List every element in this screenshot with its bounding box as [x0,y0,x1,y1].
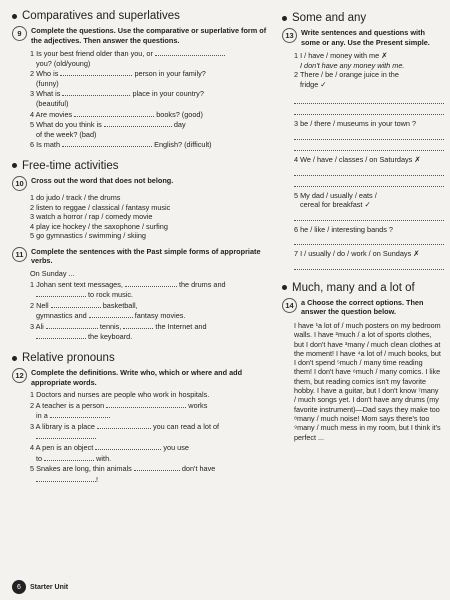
exercise-instruction: a Choose the correct options. Then answer the question below. [301,297,424,317]
section-free-time [12,160,274,172]
exercise-number: 11 [12,247,27,262]
exercise-9 [12,26,274,45]
bullet-icon [12,163,17,168]
right-column [282,0,444,442]
section-relative-pronouns [12,352,274,364]
answer-line[interactable] [294,176,444,187]
list-item: the keyboard. [36,331,274,342]
exercise-10-items [12,193,274,241]
list-item: 3 be / there / museums in your town ? [294,119,417,129]
bullet-icon [12,356,17,361]
list-item: 5 My dad / usually / eats / [294,190,377,200]
section-title: Relative pronouns [22,352,115,365]
list-item: 1 Doctors and nurses are people who work in hospitals. [30,390,210,400]
exercise-10 [12,176,274,191]
list-item: in a [36,410,274,421]
list-item: 3 watch a horror / rap / comedy movie [30,212,153,222]
list-item: fridge ✓ [300,79,327,89]
example-answer: I don't have any money with me. [300,60,405,70]
section-comparatives [12,10,274,22]
list-item: On Sunday ... [30,268,75,278]
exercise-12 [12,368,274,387]
exercise-12-items [12,390,274,484]
list-item: gymnastics and fantasy movies. [36,311,186,321]
list-item: 2 Nell basketball, [30,300,138,310]
answer-blank[interactable] [62,139,152,147]
section-some-any [282,12,444,24]
exercise-instruction: Write sentences and questions with some or any. Use the Present simple. [301,28,430,47]
list-item: 4 We / have / classes / on Saturdays ✗ [294,154,421,164]
list-item: 6 he / like / interesting bands ? [294,224,393,234]
list-item: of the week? (bad) [36,129,97,139]
question-mark-icon: ? [388,224,393,234]
section-title: Comparatives and superlatives [22,10,180,22]
list-item: 2 A teacher is a person works [30,400,208,410]
cross-mark-icon: ✗ [413,249,420,259]
list-item: 1 do judo / track / the drums [30,192,121,202]
list-item: 2 There / be / orange juice in the [294,70,399,80]
answer-blank[interactable] [46,321,98,329]
answer-line[interactable] [294,210,444,221]
answer-line[interactable] [294,104,444,115]
answer-blank[interactable] [89,310,133,318]
exercise-number: 10 [12,176,27,191]
list-item: to with. [36,453,112,463]
cross-mark-icon: ✗ [414,154,421,164]
list-item: to rock music. [36,289,274,300]
answer-blank[interactable] [155,48,225,56]
answer-blank[interactable] [97,421,151,429]
answer-blank[interactable] [74,109,154,117]
list-item: 5 What do you think is day [30,120,186,130]
question-mark-icon: ? [412,119,417,129]
answer-blank[interactable] [106,400,186,408]
list-item: 5 Snakes are long, thin animals don't have [30,464,216,474]
exercise-13-items [294,51,444,270]
answer-blank[interactable] [62,88,130,96]
list-item: 4 A pen is an object you use [30,443,189,453]
list-item: 2 listen to reggae / classical / fantasy music [30,202,171,212]
exercise-11 [12,247,274,266]
answer-blank[interactable] [134,463,180,471]
section-much-many [282,282,444,294]
answer-line[interactable] [294,234,444,245]
left-column [12,0,274,484]
exercise-instruction: Cross out the word that does not belong. [31,175,174,185]
exercise-number: 12 [12,368,27,383]
list-item: 4 Are movies books? (good) [30,109,203,119]
list-item [36,431,274,442]
page-number: 6 [12,580,26,594]
list-item: 1 Is your best friend older than you, or [30,48,274,59]
bullet-icon [12,14,17,19]
answer-line[interactable] [294,165,444,176]
section-title: Free-time activities [22,159,119,172]
list-item: 5 go gymnastics / swimming / skiing [30,231,146,241]
exercise-9-items [12,48,274,150]
exercise-14 [282,298,444,317]
section-title: Much, many and a lot of [292,281,415,294]
answer-line[interactable] [294,259,444,270]
list-item: 7 I / usually / do / work / on Sundays ✗ [294,249,420,259]
exercise-number: 14 [282,298,297,313]
answer-blank[interactable] [104,119,172,127]
answer-blank[interactable] [50,410,110,418]
section-title: Some and any [292,12,367,24]
answer-blank[interactable] [44,453,94,461]
list-item: (funny) [36,78,59,88]
exercise-instruction: Complete the sentences with the Past simple forms of appropriate verbs. [31,246,261,266]
answer-blank[interactable] [36,289,86,297]
answer-blank[interactable] [125,279,177,287]
bullet-icon [282,285,287,290]
answer-line[interactable] [294,89,444,104]
exercise-13 [282,28,444,47]
list-item: 3 Ali tennis, the Internet and [30,321,207,331]
check-mark-icon: ✓ [320,79,327,89]
answer-blank[interactable] [123,321,153,329]
answer-line[interactable] [294,140,444,151]
list-item: 1 Johan sent text messages, the drums and [30,279,226,289]
cross-mark-icon: ✗ [381,51,388,60]
exercise-11-items [12,269,274,342]
list-item: you? (old/young) [36,58,91,68]
page-footer [12,580,68,594]
answer-line[interactable] [294,129,444,140]
answer-blank[interactable] [95,442,161,450]
answer-blank[interactable] [51,300,101,308]
list-item: ! [36,474,274,485]
list-item: 2 Who is person in your family? [30,69,206,79]
answer-blank[interactable] [36,431,96,439]
check-mark-icon: ✓ [364,200,371,210]
exercise-number: 13 [282,28,297,43]
exercise-instruction: Complete the questions. Use the comparative or superlative form of the adjectives. Then answer the questions. [31,26,267,45]
exercise-14-paragraph: I have ¹a lot of / much posters on my bedroom walls. I have ²much / a lot of sports clothes, but I don't have ³many / much clean clothes at the moment! I have ⁴a lot of / much books, but I don't spend ⁵much / many time reading them! I don't have ⁶much / many comics. I like them, but reading comics isn't my favorite hobby. I have a guitar, but I don't know ⁷many / much songs yet. I don't have any drums (my favorite instrument)—Dad says they make too ⁸many / much noise! Mom says there's too ⁹many / much mess in my room, but I think it's perfect ... [294,320,441,442]
answer-blank[interactable] [60,68,132,76]
exercise-number: 9 [12,26,27,41]
list-item: cereal for breakfast ✓ [300,200,371,210]
unit-label: Starter Unit [30,583,69,591]
exercise-instruction: Complete the definitions. Write who, which or where and add appropriate words. [31,368,243,387]
bullet-icon [282,16,287,21]
list-item: 3 What is place in your country? [30,89,204,99]
list-item: 1 I / have / money with me ✗ [294,51,388,60]
answer-blank[interactable] [36,331,86,339]
list-item: 3 A library is a place you can read a lot of [30,421,220,431]
answer-blank[interactable] [36,474,96,482]
list-item: (beautiful) [36,98,69,108]
list-item: 6 Is math English? (difficult) [30,140,212,150]
list-item: 4 play ice hockey / the saxophone / surfing [30,221,168,231]
